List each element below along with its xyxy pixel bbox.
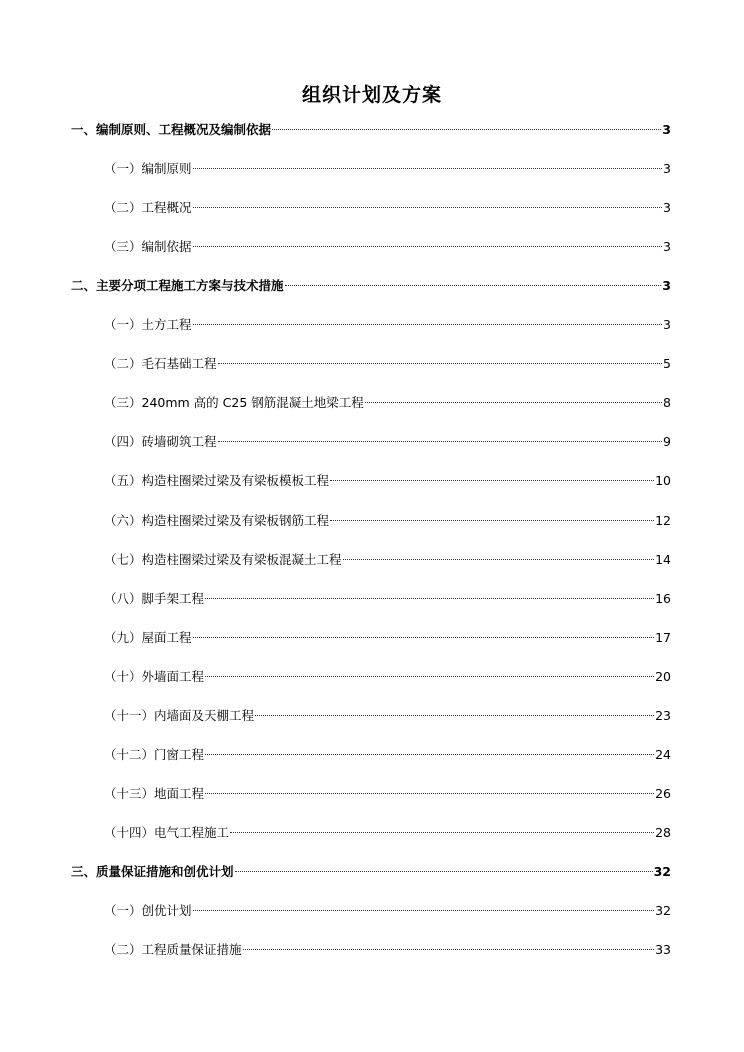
toc-page-number: 9 — [663, 434, 671, 449]
toc-entry-label: （八）脚手架工程 — [104, 591, 205, 606]
toc-page-number: 23 — [655, 708, 671, 723]
toc-page-number: 3 — [663, 161, 671, 176]
toc-entry-label: （三）编制依据 — [104, 239, 192, 254]
toc-subsection-entry[interactable] — [104, 471, 671, 491]
toc-dot-leader — [365, 401, 662, 403]
toc-dot-leader — [218, 440, 663, 442]
toc-subsection-entry[interactable] — [104, 354, 671, 374]
toc-page-number: 8 — [663, 395, 671, 410]
toc-entry-label: （十一）内墙面及天棚工程 — [104, 708, 255, 723]
toc-dot-leader — [205, 675, 654, 677]
toc-dot-leader — [243, 948, 655, 950]
toc-page-number: 28 — [655, 825, 671, 840]
toc-dot-leader — [235, 870, 653, 872]
toc-entry-label: 三、质量保证措施和创优计划 — [71, 864, 234, 879]
toc-page-number: 33 — [655, 942, 671, 957]
toc-section-entry[interactable] — [71, 862, 671, 882]
toc-dot-leader — [218, 362, 663, 364]
toc-entry-label: （一）土方工程 — [104, 317, 192, 332]
toc-entry-label: （七）构造柱圈梁过梁及有梁板混凝土工程 — [104, 552, 342, 567]
toc-dot-leader — [205, 597, 654, 599]
toc-entry-label: （三）240mm 高的 C25 钢筋混凝土地梁工程 — [104, 395, 364, 410]
toc-entry-label: 一、编制原则、工程概况及编制依据 — [71, 122, 272, 137]
toc-subsection-entry[interactable] — [104, 940, 671, 960]
toc-subsection-entry[interactable] — [104, 823, 671, 843]
toc-dot-leader — [272, 128, 661, 130]
toc-entry-label: （十）外墙面工程 — [104, 669, 205, 684]
toc-section-entry[interactable] — [71, 120, 671, 140]
toc-subsection-entry[interactable] — [104, 315, 671, 335]
toc-dot-leader — [285, 284, 662, 286]
toc-dot-leader — [193, 167, 663, 169]
toc-subsection-entry[interactable] — [104, 706, 671, 726]
toc-dot-leader — [330, 479, 654, 481]
toc-entry-label: （十二）门窗工程 — [104, 747, 205, 762]
toc-subsection-entry[interactable] — [104, 745, 671, 765]
toc-dot-leader — [193, 636, 655, 638]
toc-entry-label: （一）创优计划 — [104, 903, 192, 918]
toc-page-number: 3 — [662, 122, 671, 137]
document-title: 组织计划及方案 — [301, 84, 442, 106]
toc-subsection-entry[interactable] — [104, 901, 671, 921]
toc-entry-label: （二）工程概况 — [104, 200, 192, 215]
toc-page-number: 14 — [655, 552, 671, 567]
toc-entry-label: （二）毛石基础工程 — [104, 356, 217, 371]
toc-page-number: 32 — [653, 864, 671, 879]
toc-subsection-entry[interactable] — [104, 432, 671, 452]
toc-entry-label: （五）构造柱圈梁过梁及有梁板模板工程 — [104, 473, 330, 488]
toc-section-entry[interactable] — [71, 276, 671, 296]
toc-entry-label: （二）工程质量保证措施 — [104, 942, 242, 957]
toc-subsection-entry[interactable] — [104, 589, 671, 609]
toc-entry-label: （一）编制原则 — [104, 161, 192, 176]
toc-subsection-entry[interactable] — [104, 198, 671, 218]
toc-entry-label: （六）构造柱圈梁过梁及有梁板钢筋工程 — [104, 513, 330, 528]
toc-page-number: 3 — [663, 317, 671, 332]
toc-subsection-entry[interactable] — [104, 237, 671, 257]
toc-dot-leader — [193, 909, 655, 911]
toc-dot-leader — [205, 753, 654, 755]
toc-page-number: 16 — [655, 591, 671, 606]
toc-dot-leader — [193, 323, 663, 325]
toc-subsection-entry[interactable] — [104, 550, 671, 570]
toc-page-number: 3 — [662, 278, 671, 293]
toc-page-number: 3 — [663, 239, 671, 254]
toc-dot-leader — [205, 792, 654, 794]
toc-subsection-entry[interactable] — [104, 511, 671, 531]
toc-page-number: 26 — [655, 786, 671, 801]
toc-dot-leader — [193, 245, 663, 247]
toc-subsection-entry[interactable] — [104, 159, 671, 179]
toc-dot-leader — [330, 519, 654, 521]
toc-subsection-entry[interactable] — [104, 628, 671, 648]
toc-page-number: 10 — [655, 473, 671, 488]
toc-dot-leader — [230, 831, 654, 833]
toc-dot-leader — [255, 714, 654, 716]
toc-subsection-entry[interactable] — [104, 393, 671, 413]
toc-page-number: 12 — [655, 513, 671, 528]
toc-entry-label: （十四）电气工程施工 — [104, 825, 230, 840]
toc-subsection-entry[interactable] — [104, 667, 671, 687]
toc-page-number: 5 — [663, 356, 671, 371]
toc-entry-label: （十三）地面工程 — [104, 786, 205, 801]
toc-entry-label: （九）屋面工程 — [104, 630, 192, 645]
toc-page-number: 20 — [655, 669, 671, 684]
toc-page-number: 24 — [655, 747, 671, 762]
toc-dot-leader — [193, 206, 663, 208]
toc-page-number: 3 — [663, 200, 671, 215]
toc-entry-label: （四）砖墙砌筑工程 — [104, 434, 217, 449]
toc-entry-label: 二、主要分项工程施工方案与技术措施 — [71, 278, 284, 293]
toc-dot-leader — [343, 558, 655, 560]
toc-page-number: 32 — [655, 903, 671, 918]
toc-subsection-entry[interactable] — [104, 784, 671, 804]
toc-page-number: 17 — [655, 630, 671, 645]
